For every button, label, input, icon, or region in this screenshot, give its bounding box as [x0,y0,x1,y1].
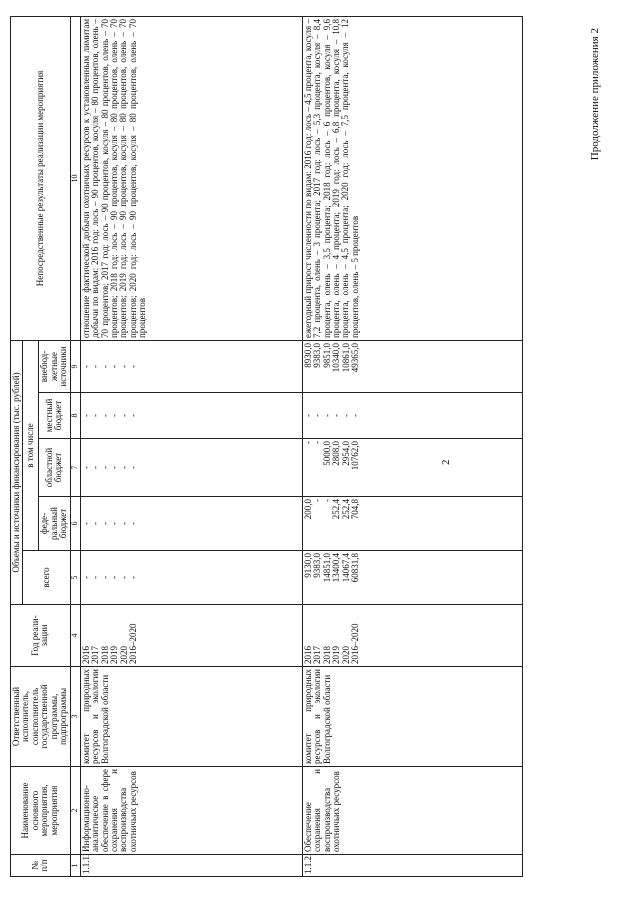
header-total: всего [23,551,70,605]
federal-value: - [80,522,91,525]
column-number: 5 [70,551,80,605]
extra-value: 49365,0 [350,342,361,373]
total-value: 60831,8 [350,553,361,583]
regional-value: - [109,466,120,469]
local-value: - [321,414,332,417]
year-value: 2018 [99,646,110,664]
year-value: 2016 [302,646,313,664]
regional-values [80,439,302,497]
total-values [80,551,302,605]
local-value: - [118,414,129,417]
year-value: 2019 [331,646,342,664]
total-value: 13400,4 [331,553,342,583]
responsible-executor: комитет природных ресурсов и экологии Волгоградской области [80,667,302,767]
column-number: 1 [70,855,80,877]
header-year: Год реали-зации [11,605,71,667]
total-value: - [109,576,120,579]
extra-value: - [128,364,139,368]
total-values [302,551,522,605]
regional-value: - [302,441,313,444]
year-value: 2016 [80,646,91,664]
federal-value: - [109,522,120,525]
total-value: 14067,4 [340,553,351,583]
extra-value: - [99,364,110,368]
local-value: - [90,414,101,417]
years-list [80,605,302,667]
local-value: - [350,414,361,417]
column-number: 7 [70,439,80,497]
row-number: 1.1.2. [302,855,522,877]
year-value: 2019 [109,646,120,664]
column-numbers-row [70,16,80,876]
header-responsible: Ответственный исполнитель, соисполнитель государственной программы, подпрограммы [11,667,71,767]
federal-value: - [312,499,323,502]
federal-value: - [128,522,139,525]
local-value: - [312,414,323,417]
total-value: - [128,576,139,579]
header-in-that-number: в том числе [23,340,39,550]
federal-value: - [321,499,332,502]
federal-values [302,497,522,551]
federal-value: - [90,522,101,525]
header-federal: феде-ральный бюджет [39,497,70,551]
local-value: - [331,414,342,417]
responsible-executor: комитет природных ресурсов и экологии Волгоградской области [302,667,522,767]
header-name: Наименование основного мероприятия, мероприятия [11,767,71,855]
column-number: 10 [70,16,80,340]
extra-value: - [109,364,120,368]
measure-results: ежегодный прирост численности по видам: 2016 год: лось – 4,5 процента, косуля – 7,2 процента, олень – 3 процента; 2017 год: лось – 5,3 процента, косуля – 8,4 процента, олень – 3,5 процента; 2018 год: лось – 6 процентов, косуля – 9,6 процента, олень – 4 процента; 2019 год: лось – 6,8 процента, косуля – 10,8 процента, олень – 4,5 процента; 2020 год: лось – 7,5 процента, косуля – 12 процентов, олень – 5 процентов [302,16,522,340]
year-value: 2020 [340,646,351,664]
header-local: местный бюджет [39,393,70,439]
page-number: 2 [440,459,452,465]
column-number: 6 [70,497,80,551]
local-value: - [80,414,91,417]
continuation-caption: Продолжение приложения 2 [589,28,601,161]
year-value: 2017 [90,646,101,664]
federal-value: - [118,522,129,525]
extra-value: 9851,0 [321,342,332,368]
total-value: 9130,0 [302,553,313,578]
column-number: 3 [70,667,80,767]
column-number: 2 [70,767,80,855]
regional-value: - [80,466,91,469]
regional-values [302,439,522,497]
regional-value: - [118,466,129,469]
row-number: 1.1.1. [80,855,302,877]
extra-value: 8930,0 [302,342,313,368]
extra-value: 10861,0 [340,342,351,373]
header-regional: областной бюджет [39,439,70,497]
column-number: 9 [70,340,80,392]
local-values [302,393,522,439]
table-row [80,16,302,876]
total-value: - [90,576,101,579]
local-value: - [340,414,351,417]
years-list [302,605,522,667]
federal-value: 252,4 [331,499,342,520]
header-num: № п/п [11,855,71,877]
regional-value: 2808,0 [331,441,342,466]
regional-value: - [99,466,110,469]
regional-value: - [312,441,323,444]
local-value: - [99,414,110,417]
program-table [10,16,523,877]
total-value: 9383,0 [312,553,323,578]
local-value: - [109,414,120,417]
local-value: - [128,414,139,417]
regional-value: 10762,0 [350,441,361,471]
table-row [302,16,522,876]
federal-values [80,497,302,551]
extra-value: - [118,364,129,368]
header-results: Непосредственные результаты реализации мероприятия [11,16,71,340]
regional-value: 5000,0 [321,441,332,466]
extra-values [80,340,302,392]
measure-results: отношение фактической добычи охотничьих ресурсов к установленным лимитам добычи по видам: 2016 год: лось – 90 процентов, косуля – 80 процентов, олень – 70 процентов; 2017 год: лось – 90 процентов, косуля – 80 процентов, олень – 70 процентов; 2018 год: лось – 90 процентов, косуля – 80 процентов, олень – 70 процентов; 2019 год: лось – 90 процентов, косуля – 80 процентов, олень – 70 процентов; 2020 год: лось – 90 процентов, косуля – 80 процентов, олень – 70 процентов [80,16,302,340]
federal-value: 200,0 [302,499,313,520]
header-financing: Объемы и источники финансирования (тыс. рублей) [11,340,23,604]
total-value: - [99,576,110,579]
header-extra: внебюд-жетные источники [39,340,70,392]
measure-name: Информационно-аналитическое обеспечение в сфере сохранения и воспроизводства охотничьих ресурсов [80,767,302,855]
regional-value: 2954,0 [340,441,351,466]
extra-values [302,340,522,392]
regional-value: - [128,466,139,469]
year-value: 2018 [321,646,332,664]
year-value: 2020 [118,646,129,664]
total-value: - [80,576,91,579]
extra-value: - [80,364,91,368]
column-number: 8 [70,393,80,439]
extra-value: 10340,0 [331,342,342,373]
extra-value: 9383,0 [312,342,323,368]
measure-name: Обеспечение сохранения и воспроизводства охотничьих ресурсов [302,767,522,855]
total-value: - [118,576,129,579]
local-values [80,393,302,439]
year-value: 2016–2020 [350,623,361,664]
column-number: 4 [70,605,80,667]
federal-value: - [99,522,110,525]
local-value: - [302,414,313,417]
federal-value: 704,8 [350,499,361,520]
year-value: 2017 [312,646,323,664]
extra-value: - [90,364,101,368]
year-value: 2016–2020 [128,623,139,664]
regional-value: - [90,466,101,469]
federal-value: 252,4 [340,499,351,520]
total-value: 14851,0 [321,553,332,583]
